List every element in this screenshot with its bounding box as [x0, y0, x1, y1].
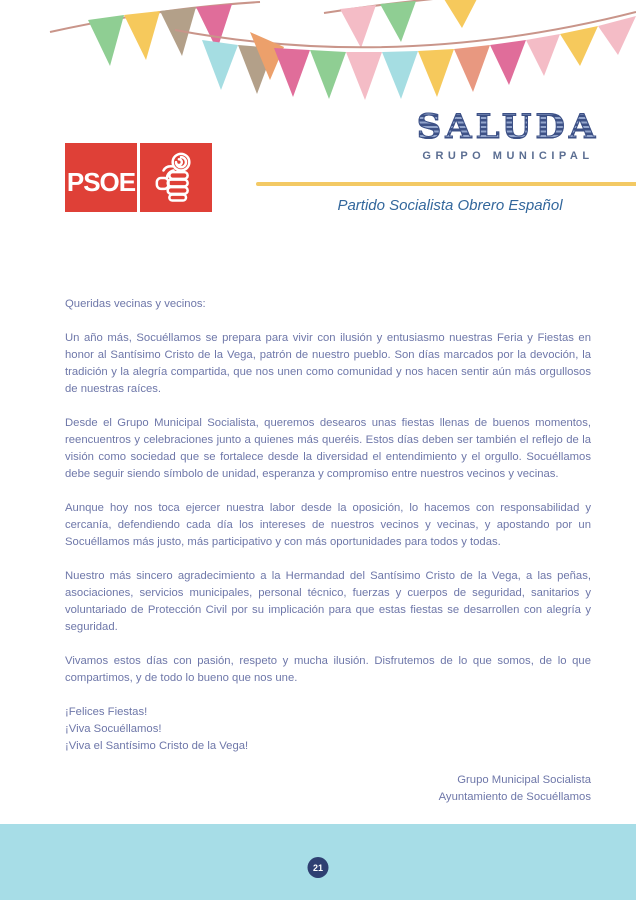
- header: [380, 107, 636, 162]
- psoe-icon-cell: [140, 143, 212, 212]
- page-subtitle: GRUPO MUNICIPAL: [422, 150, 594, 162]
- bunting-pennant-flags-icon: [0, 0, 636, 120]
- salutation: Queridas vecinas y vecinos:: [65, 298, 206, 310]
- paragraph-5: Vivamos estos días con pasión, respeto y mucha ilusión. Disfrutemos de lo que somos, de lo que compartimos, y de todo lo bueno que nos une.: [65, 655, 591, 684]
- viva-line-3: ¡Viva el Santísimo Cristo de la Vega!: [65, 740, 249, 752]
- paragraph-3: Aunque hoy nos toca ejercer nuestra labor desde la oposición, lo hacemos con responsabilidad y cercanía, defendiendo cada día los intereses de nuestros vecinos y vecinas, y apostando por un Socuéllamos más justo, más participativo y con más oportunidades para todos y todas.: [65, 502, 591, 548]
- accent-divider: [256, 182, 636, 186]
- psoe-wordmark: PSOE: [66, 167, 136, 197]
- paragraph-4: Nuestro más sincero agradecimiento a la Hermandad del Santísimo Cristo de la Vega, a las peñas, asociaciones, servicios municipales, personal técnico, fuerzas y cuerpos de seguridad, sanitarios y voluntariado de Protección Civil por su implicación para que estas fiestas se desarrollen con alegría y seguridad.: [65, 570, 591, 633]
- signature-line-1: Grupo Municipal Socialista: [457, 774, 591, 786]
- page-number-badge: 21: [308, 857, 329, 878]
- letter-body: [65, 296, 591, 806]
- viva-line-2: ¡Viva Socuéllamos!: [65, 723, 162, 735]
- psoe-wordmark-cell: [65, 143, 137, 212]
- psoe-logo: [65, 143, 212, 212]
- footer-band: [0, 824, 636, 900]
- signature-block: [65, 772, 591, 806]
- fist-and-rose-icon: [146, 148, 206, 208]
- party-name: Partido Socialista Obrero Español: [337, 197, 563, 214]
- paragraph-2: Desde el Grupo Municipal Socialista, queremos desearos unas fiestas llenas de buenos momentos, reencuentros y celebraciones junto a quienes más queréis. Estos días deben ser también el reflejo de la visión como sociedad que se fortalece desde la diversidad el entendimiento y el orgullo. Socuéllamos debe seguir siendo símbolo de unidad, esperanza y compromiso entre nuestros vecinos y vecinas.: [65, 417, 591, 480]
- page-title: SALUDA: [416, 107, 600, 147]
- signature-line-2: Ayuntamiento de Socuéllamos: [438, 791, 591, 803]
- paragraph-1: Un año más, Socuéllamos se prepara para vivir con ilusión y entusiasmo nuestras Feria y Fiestas en honor al Santísimo Cristo de la Vega, patrón de nuestro pueblo. Son días marcados por la devoción, la tradición y la alegría compartida, que nos unen como comunidad y nos hacen sentir aún más orgullosos de nuestras raíces.: [65, 332, 591, 395]
- viva-line-1: ¡Felices Fiestas!: [65, 706, 148, 718]
- vivas-block: [65, 704, 591, 755]
